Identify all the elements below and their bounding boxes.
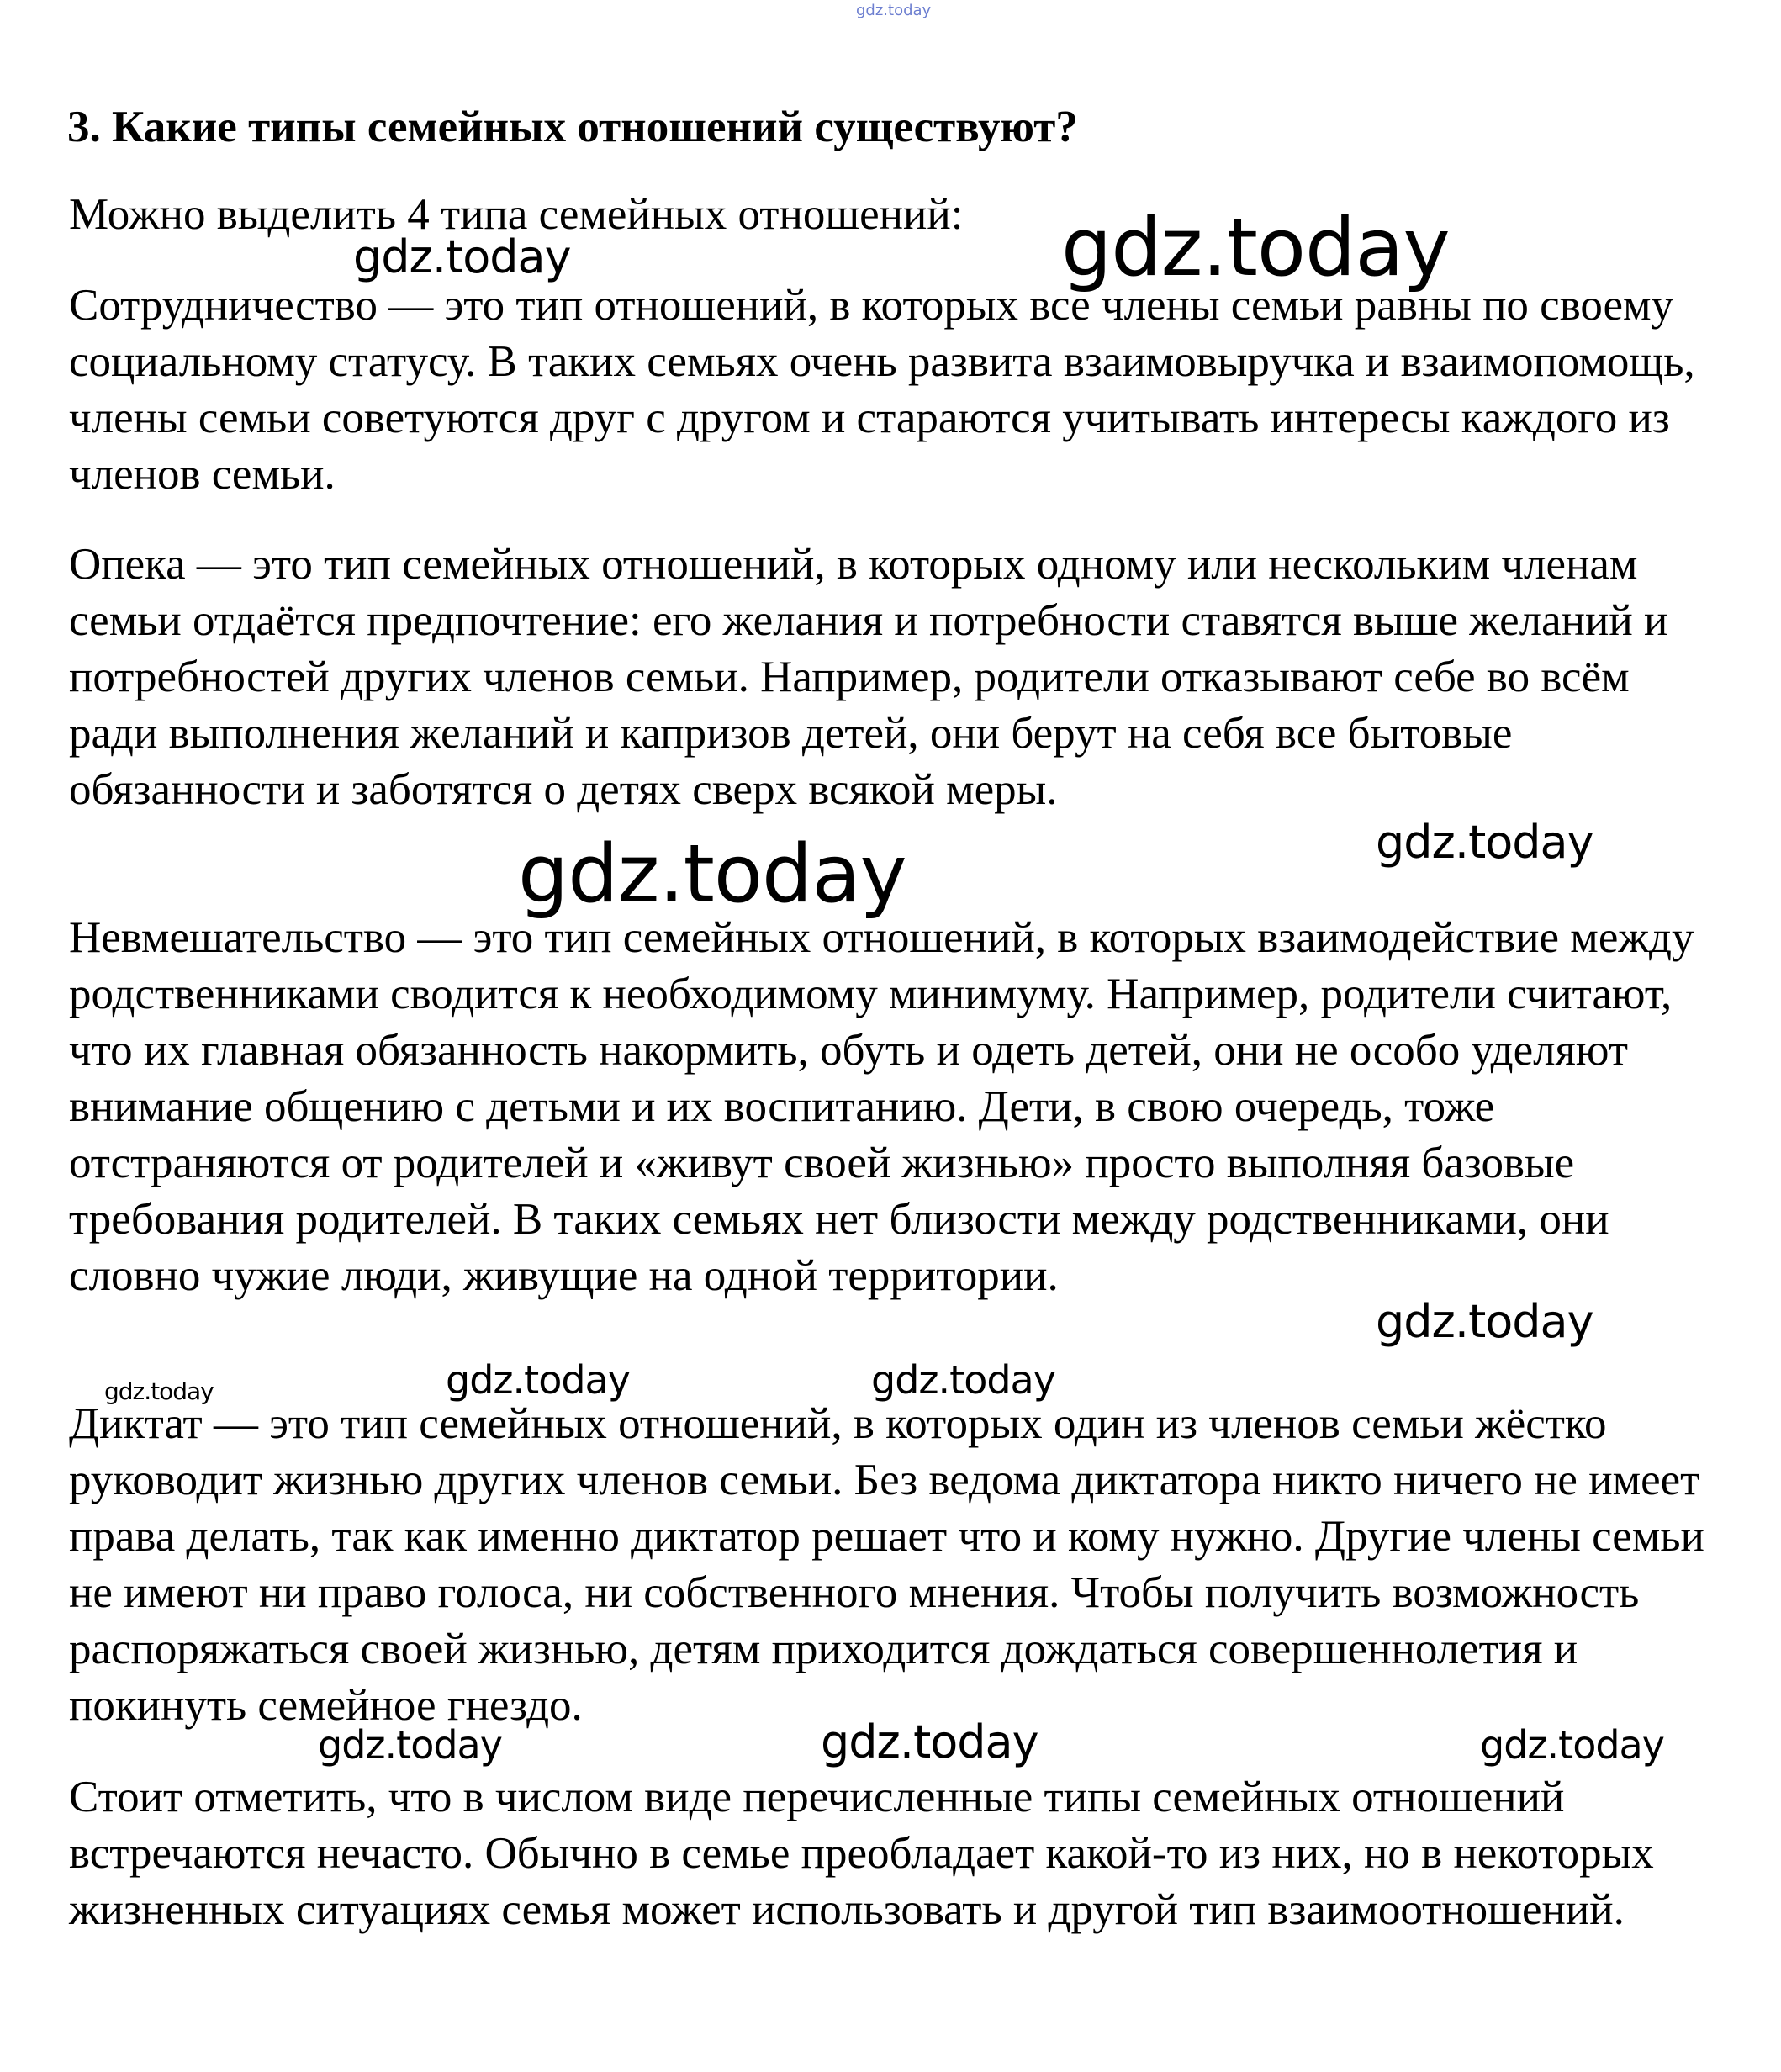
paragraph-cooperation: Сотрудничество — это тип отношений, в которых все члены семьи равны по своему социальному статусу. В таких семьях очень развита взаимовыручка и взаимопомощь, члены семьи советуются друг с другом и стараются учитывать интересы каждого из членов семьи. <box>69 281 1695 499</box>
paragraph-non-interference: Невмешательство — это тип семейных отношений, в которых взаимодействие между родственниками сводится к необходимому минимуму. Например, родители считают, что их главная обязанность накормить, обуть и одеть детей, они не особо уделяют внимание общению с детьми и их воспитанию. Дети, в свою очередь, тоже отстраняются от родителей и «живут своей жизнью» просто выполняя базовые требования родителей. В таких семьях нет близости между родственниками, они словно чужие люди, живущие на одной территории. <box>69 913 1694 1300</box>
watermark-text: gdz.today <box>821 1715 1038 1768</box>
watermark-text: gdz.today <box>1376 816 1593 869</box>
watermark-text: gdz.today <box>871 1357 1055 1403</box>
watermark-text: gdz.today <box>518 828 906 921</box>
watermark-text: gdz.today <box>446 1357 630 1403</box>
intro-paragraph: Можно выделить 4 типа семейных отношений: <box>69 190 964 239</box>
question-heading: 3. Какие типы семейных отношений существуют? <box>67 103 1078 151</box>
paragraph-conclusion: Стоит отметить, что в числом виде перечисленные типы семейных отношений встречаются нечасто. Обычно в семье преобладает какой-то из них, но в некоторых жизненных ситуациях семья может использовать и другой тип взаимоотношений. <box>69 1773 1654 1934</box>
watermark-text: gdz.today <box>1480 1722 1664 1768</box>
watermark-text: gdz.today <box>104 1377 214 1405</box>
watermark-text: gdz.today <box>1061 202 1450 294</box>
paragraph-guardianship: Опека — это тип семейных отношений, в которых одному или нескольким членам семьи отдаётся предпочтение: его желания и потребности ставятся выше желаний и потребностей других членов семьи. Например, родители отказывают себе во всём ради выполнения желаний и капризов детей, они берут на себя все бытовые обязанности и заботятся о детях сверх всякой меры. <box>69 540 1668 814</box>
watermark-text: gdz.today <box>353 230 571 283</box>
watermark-text: gdz.today <box>318 1722 502 1768</box>
watermark-text: gdz.today <box>1376 1295 1593 1348</box>
paragraph-dictate: Диктат — это тип семейных отношений, в которых один из членов семьи жёстко руководит жизнью других членов семьи. Без ведома диктатора никто ничего не имеет права делать, так как именно диктатор решает что и кому нужно. Другие члены семьи не имеют ни право голоса, ни собственного мнения. Чтобы получить возможность распоряжаться своей жизнью, детям приходится дождаться совершеннолетия и покинуть семейное гнездо. <box>69 1399 1704 1730</box>
header-watermark: gdz.today <box>856 2 932 19</box>
